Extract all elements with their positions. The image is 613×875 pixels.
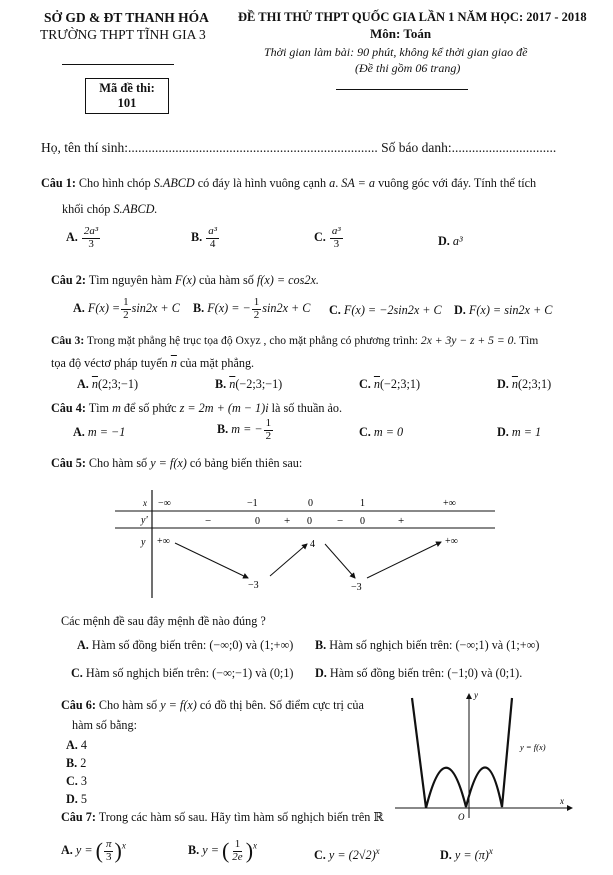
option-letter: C. — [71, 666, 83, 680]
q5-question: Các mệnh đề sau đây mệnh đề nào đúng ? — [61, 614, 266, 628]
paren-close: ) — [245, 838, 254, 863]
option-value: (−1;0) và (0;1). — [447, 666, 523, 680]
option-value: F(x) = −2sin2x + C — [343, 303, 442, 317]
q2-option-a[interactable] — [73, 297, 180, 321]
question-2 — [51, 273, 319, 288]
q1-text: vuông góc với đáy. Tính thể tích — [378, 176, 537, 190]
exponent: x — [488, 846, 493, 856]
paren-close: ) — [114, 838, 122, 863]
q1-option-a[interactable] — [66, 226, 101, 250]
q7-text: Trong các hàm số sau. Hãy tìm hàm số nghịch biến trên ℝ — [98, 810, 384, 824]
option-letter: B. — [188, 842, 200, 857]
q7-label: Câu 7: — [61, 810, 96, 824]
option-value: m = −1 — [87, 425, 126, 439]
question-5 — [51, 456, 302, 471]
student-id-label: Số báo danh: — [381, 140, 452, 155]
dept-name: SỞ GD & ĐT THANH HÓA — [44, 10, 209, 25]
q5-text: có bảng biến thiên sau: — [189, 456, 303, 470]
q1-option-d[interactable] — [438, 234, 463, 249]
q4-math: m — [112, 401, 121, 415]
fraction-numerator: π — [105, 837, 112, 850]
option-value: 3 — [80, 774, 87, 788]
q2-label: Câu 2: — [51, 273, 86, 287]
arrow-increasing — [367, 542, 441, 578]
option-letter: C. — [314, 229, 326, 244]
q7-option-b[interactable] — [188, 838, 257, 864]
y-value: +∞ — [445, 536, 458, 547]
q4-text: là số thuần ảo. — [271, 401, 343, 415]
option-letter: D. — [315, 666, 327, 680]
option-text: Hàm số đồng biến trên: — [91, 638, 207, 652]
header-rule-right — [336, 89, 468, 90]
question-3 — [51, 334, 538, 347]
q1-option-b[interactable] — [191, 226, 220, 250]
option-value: F(x) = sin2x + C — [468, 303, 553, 317]
deriv-sign: − — [205, 515, 212, 527]
q6-text: Cho hàm số — [98, 698, 158, 712]
option-value: (−∞;1) và (1;+∞) — [455, 638, 540, 652]
option-value: m = 1 — [511, 425, 542, 439]
q1-text: khối chóp — [62, 202, 111, 216]
normal-vector-symbol: $\overline{n}$ — [170, 356, 177, 370]
option-letter: A. — [73, 425, 85, 439]
deriv-sign: 0 — [255, 516, 260, 527]
student-name-label: Họ, tên thí sinh: — [41, 140, 128, 155]
arrow-increasing — [270, 544, 307, 576]
q5-text: Cho hàm số — [88, 456, 148, 470]
q4-label: Câu 4: — [51, 401, 86, 415]
q4-math: z = 2m + (m − 1)i — [179, 401, 269, 415]
origin-label: O — [458, 812, 465, 822]
question-1 — [41, 176, 536, 191]
q3-option-c[interactable] — [359, 377, 420, 392]
option-letter: B. — [217, 421, 229, 436]
q6-text: có đồ thị bên. Số điểm cực trị của — [199, 698, 364, 712]
option-value: sin2x + C — [262, 300, 311, 315]
q4-option-c[interactable] — [359, 425, 403, 440]
q3-label: Câu 3: — [51, 334, 85, 347]
option-value: (2;3;1) — [518, 377, 552, 391]
option-letter: B. — [193, 300, 205, 315]
time-note: Thời gian làm bài: 90 phút, không kể thời gian giao đề — [264, 45, 528, 59]
curve-label: y = f(x) — [520, 742, 546, 752]
q1-label: Câu 1: — [41, 176, 76, 190]
option-value: 2 — [80, 756, 87, 770]
q3-text: của mặt phẳng. — [179, 356, 255, 370]
fraction-numerator: 1 — [265, 417, 272, 429]
paren-open: ( — [95, 838, 103, 863]
function-graph-svg — [390, 688, 580, 823]
option-letter: B. — [315, 638, 327, 652]
option-letter: A. — [77, 638, 89, 652]
question-3-line2 — [51, 356, 254, 371]
q3-option-d[interactable] — [497, 377, 551, 392]
q5-label: Câu 5: — [51, 456, 86, 470]
x-value: 0 — [308, 498, 313, 509]
q1-text: có đáy là hình vuông cạnh — [197, 176, 327, 190]
q2-option-b[interactable] — [193, 297, 310, 321]
option-letter: C. — [314, 848, 326, 863]
student-id-field[interactable]: ............................... — [451, 140, 557, 155]
q3-text: tọa độ véctơ pháp tuyến — [51, 356, 168, 370]
option-letter: D. — [438, 234, 450, 248]
option-letter: A. — [66, 229, 78, 244]
vector-n-symbol: $\overline{n}$ — [229, 377, 236, 391]
option-letter: D. — [66, 792, 78, 806]
question-1-line2 — [62, 202, 157, 217]
deriv-sign: 0 — [307, 516, 312, 527]
table-x-label: x — [143, 498, 147, 508]
option-value: y = — [202, 842, 219, 857]
q6-label: Câu 6: — [61, 698, 96, 712]
option-value: F(x) = — [87, 300, 121, 315]
option-letter: D. — [440, 848, 452, 863]
q6-math: y = f(x) — [160, 698, 197, 712]
option-value: y = — [75, 842, 93, 857]
table-yprime-label: y' — [141, 515, 148, 526]
q2-math: f(x) = cos2x. — [256, 273, 319, 287]
q7-option-d[interactable] — [440, 846, 493, 863]
option-letter: C. — [329, 303, 341, 317]
deriv-sign: − — [337, 515, 344, 527]
pages-note: (Đề thi gồm 06 trang) — [355, 61, 461, 75]
exam-code-label: Mã đề thi: — [99, 81, 155, 95]
fraction-denominator: 2 — [123, 308, 129, 321]
q6-option-a[interactable] — [66, 738, 87, 753]
fraction-denominator: 2 — [265, 429, 272, 442]
fraction-denominator: 3 — [333, 237, 340, 250]
question-6-line2: hàm số bằng: — [72, 718, 137, 732]
q6-option-c[interactable] — [66, 774, 87, 789]
fraction-numerator: 1 — [123, 296, 129, 308]
fraction-denominator: 2e — [232, 850, 243, 863]
y-value: 4 — [310, 539, 315, 550]
question-7 — [61, 810, 384, 825]
q6-option-d[interactable] — [66, 792, 87, 807]
exam-title: ĐỀ THI THỬ THPT QUỐC GIA LẦN 1 NĂM HỌC: 2017 - 2018 — [238, 10, 587, 24]
option-text: Hàm số nghịch biến trên: — [85, 666, 210, 680]
option-letter: D. — [497, 377, 509, 391]
option-value: F(x) = − — [207, 300, 251, 315]
student-line — [41, 140, 556, 156]
paren-open: ( — [221, 838, 230, 863]
q1-math: S.ABCD. — [113, 202, 158, 216]
option-letter: A. — [73, 300, 85, 315]
option-letter: C. — [66, 774, 78, 788]
option-letter: D. — [454, 303, 466, 317]
exponent: x — [375, 846, 380, 856]
variation-table — [115, 490, 495, 600]
exponent: x — [253, 840, 258, 851]
option-letter: B. — [66, 756, 78, 770]
q1-text: Cho hình chóp — [78, 176, 151, 190]
q5-option-a[interactable] — [77, 638, 293, 653]
header-rule-left — [62, 64, 174, 65]
question-6 — [61, 698, 364, 713]
q2-option-d[interactable] — [454, 303, 552, 318]
q3-text: . Tìm — [513, 334, 539, 347]
option-letter: B. — [191, 229, 203, 244]
q4-option-d[interactable] — [497, 425, 541, 440]
option-letter: A. — [66, 738, 78, 752]
option-value: m = − — [231, 421, 263, 436]
y-value: +∞ — [157, 536, 170, 547]
variation-table-svg — [115, 490, 495, 600]
student-name-field[interactable]: .......................................................................... — [128, 140, 378, 155]
option-letter: C. — [359, 377, 371, 391]
fraction-numerator: 1 — [253, 296, 260, 308]
q1-math: S.ABCD — [153, 176, 195, 190]
option-letter: D. — [497, 425, 509, 439]
function-graph — [390, 688, 580, 823]
q2-text: Tìm nguyên hàm — [88, 273, 172, 287]
fraction-numerator: 2a³ — [83, 225, 99, 237]
fraction-numerator: 1 — [234, 837, 241, 850]
q6-option-b[interactable] — [66, 756, 86, 771]
q4-option-b[interactable] — [217, 418, 274, 442]
option-letter: C. — [359, 425, 371, 439]
q2-math: F(x) — [175, 273, 196, 287]
option-letter: A. — [61, 842, 73, 857]
option-value: y = (π) — [454, 848, 489, 863]
option-value: (−∞;0) và (1;+∞) — [209, 638, 294, 652]
vector-n-symbol: $\overline{n}$ — [373, 377, 380, 391]
q1-math: a — [329, 176, 336, 190]
exam-code-value: 101 — [117, 96, 137, 110]
q1-option-c[interactable] — [314, 226, 344, 250]
fraction-denominator: 3 — [105, 850, 112, 863]
option-text: Hàm số nghịch biến trên: — [329, 638, 453, 652]
option-value: sin2x + C — [131, 300, 180, 315]
option-letter: A. — [77, 377, 89, 391]
q5-option-c[interactable] — [71, 666, 293, 681]
x-value: −∞ — [158, 498, 171, 509]
q3-option-a[interactable] — [77, 377, 138, 392]
q7-option-c[interactable] — [314, 846, 380, 863]
fraction-denominator: 3 — [88, 237, 94, 250]
x-value: −1 — [247, 498, 258, 509]
deriv-sign: + — [398, 515, 405, 527]
school-name: TRƯỜNG THPT TĨNH GIA 3 — [40, 27, 206, 42]
vector-n-symbol: $\overline{n}$ — [91, 377, 98, 391]
exam-code-box — [85, 78, 169, 114]
q3-text: Trong mặt phẳng hệ trục tọa độ Oxyz , cho mặt phẳng có phương trình: — [86, 334, 418, 347]
fraction-numerator: a³ — [208, 225, 218, 237]
option-value: m = 0 — [373, 425, 404, 439]
q3-math: 2x + 3y − z + 5 = 0 — [420, 334, 514, 347]
fraction-denominator: 4 — [209, 237, 216, 250]
q3-option-b[interactable] — [215, 377, 282, 392]
subject: Môn: Toán — [370, 26, 432, 41]
function-curve — [412, 698, 512, 808]
q1-text: . — [335, 176, 339, 190]
option-text: Hàm số đồng biến trên: — [329, 666, 445, 680]
option-value: (−∞;−1) và (0;1) — [212, 666, 294, 680]
q5-option-d[interactable] — [315, 666, 522, 681]
q5-math: y = f(x) — [150, 456, 187, 470]
q2-option-c[interactable] — [329, 303, 442, 318]
x-value: +∞ — [443, 498, 456, 509]
q5-option-b[interactable] — [315, 638, 539, 653]
q1-math: SA = a — [341, 176, 376, 190]
table-y-label: y — [141, 537, 146, 548]
option-value: 5 — [80, 792, 87, 806]
option-value: y = (2√2) — [328, 848, 376, 863]
option-value: (2;3;−1) — [98, 377, 139, 391]
option-value: (−2;3;1) — [380, 377, 421, 391]
x-axis-label: x — [560, 796, 564, 806]
arrow-decreasing — [325, 544, 355, 578]
vector-n-symbol: $\overline{n}$ — [511, 377, 518, 391]
q7-option-a[interactable] — [61, 838, 126, 864]
q4-text: Tìm — [88, 401, 110, 415]
x-value: 1 — [360, 498, 365, 509]
fraction-numerator: a³ — [331, 225, 341, 237]
y-axis-label: y — [474, 690, 478, 700]
arrow-decreasing — [175, 543, 248, 578]
question-4 — [51, 401, 342, 416]
option-value: 4 — [80, 738, 87, 752]
fraction-denominator: 2 — [253, 308, 260, 321]
option-value: a³ — [452, 234, 463, 248]
option-letter: B. — [215, 377, 227, 391]
q4-text: để số phức — [123, 401, 177, 415]
y-value: −3 — [351, 582, 362, 593]
option-value: (−2;3;−1) — [235, 377, 283, 391]
exponent: x — [121, 840, 126, 851]
deriv-sign: 0 — [360, 516, 365, 527]
y-value: −3 — [248, 580, 259, 591]
q4-option-a[interactable] — [73, 425, 125, 440]
deriv-sign: + — [284, 515, 291, 527]
q2-text: của hàm số — [199, 273, 254, 287]
